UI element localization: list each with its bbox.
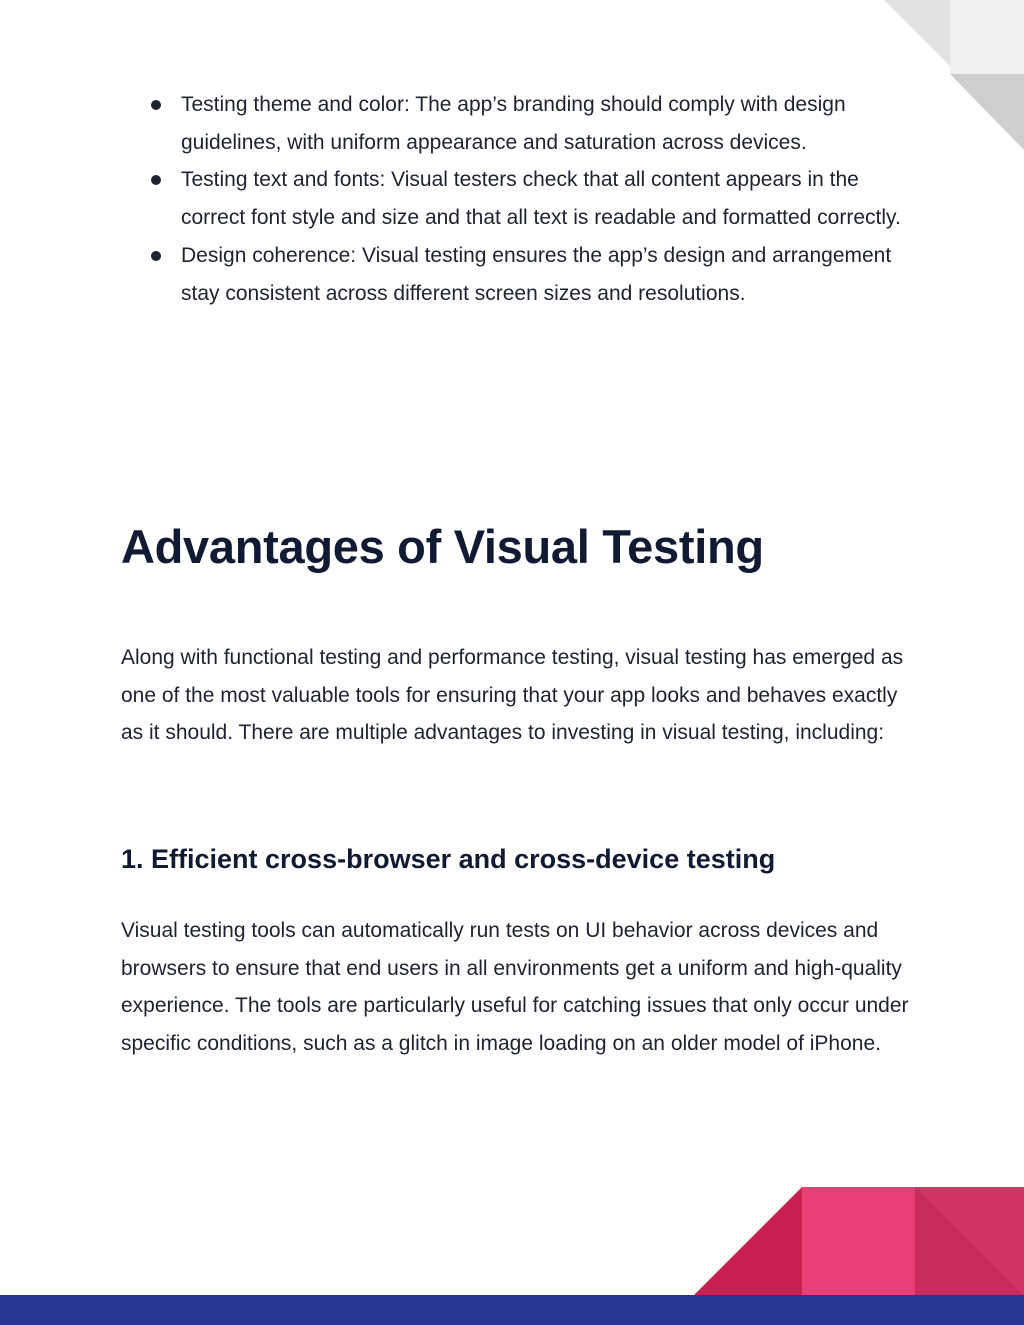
subsection-heading: 1. Efficient cross-browser and cross-device testing — [121, 844, 776, 874]
section-heading: Advantages of Visual Testing — [121, 520, 764, 573]
bullet-icon — [151, 175, 161, 185]
bullet-icon — [151, 251, 161, 261]
list-item-text: Testing theme and color: The app’s branding should comply with design guidelines, with uniform appearance and saturation across devices. — [181, 93, 846, 154]
subsection-paragraph: Visual testing tools can automatically run tests on UI behavior across devices and browsers to ensure that end users in all environments get a uniform and high-quality experience. The tools are particularly useful for catching issues that only occur under specific conditions, such as a glitch in image loading on an older model of iPhone. — [121, 919, 909, 1056]
corner-decoration-bottom — [690, 1184, 1024, 1296]
list-item-text: Design coherence: Visual testing ensures the app’s design and arrangement stay consistent across different screen sizes and resolutions. — [181, 243, 892, 305]
bullet-icon — [151, 100, 161, 110]
list-item — [121, 161, 911, 236]
intro-paragraph: Along with functional testing and performance testing, visual testing has emerged as one of the most valuable tools for ensuring that your app looks and behaves exactly as it should. There are multiple advantages to investing in visual testing, including: — [121, 646, 904, 745]
list-item-text: Testing text and fonts: Visual testers check that all content appears in the correct font style and size and that all text is readable and formatted correctly. — [181, 168, 901, 230]
footer-bar — [0, 1295, 1024, 1325]
bullet-list — [121, 86, 911, 312]
list-item — [121, 86, 911, 161]
document-content — [121, 86, 911, 1056]
list-item — [121, 237, 911, 312]
